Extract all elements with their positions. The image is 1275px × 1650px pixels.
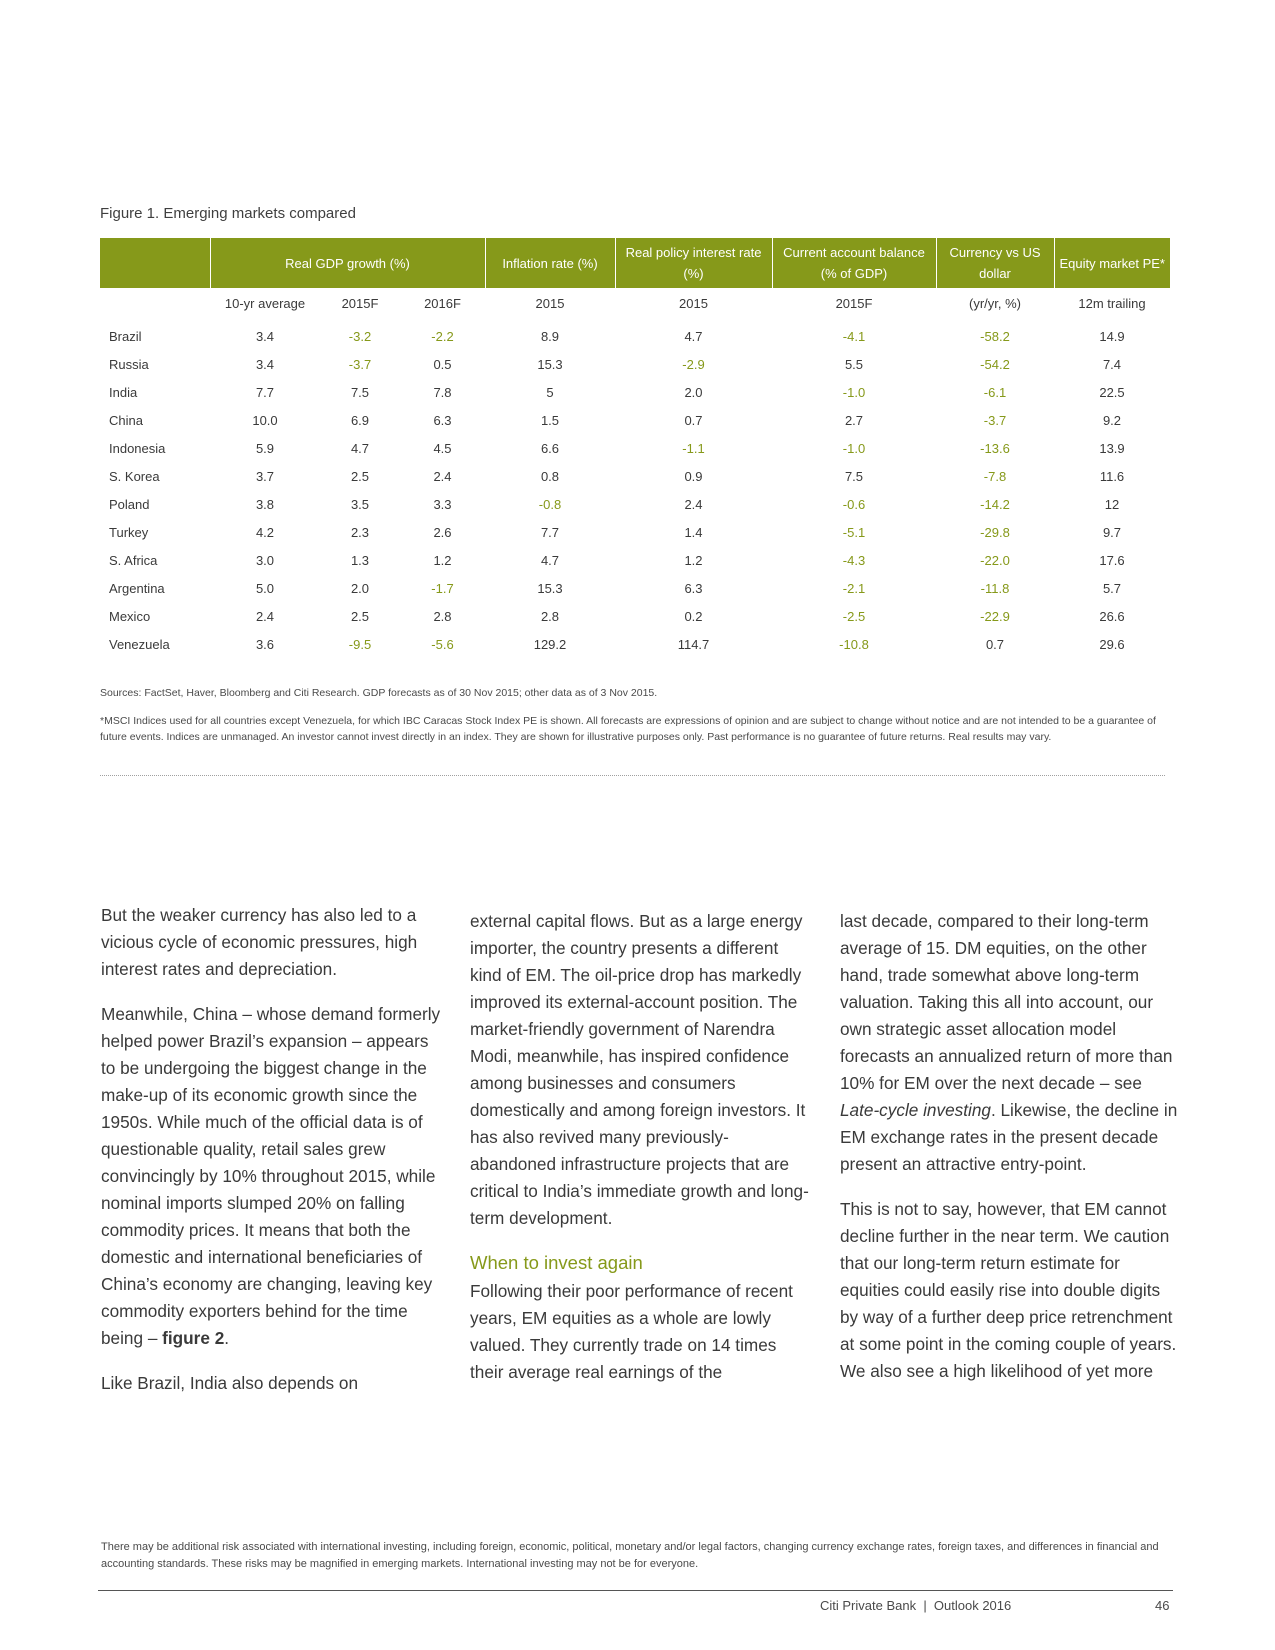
value-cell: -22.0 — [980, 552, 1010, 568]
footer-brand: Citi Private Bank | Outlook 2016 — [820, 1598, 1012, 1613]
subheader-cell: 2015F — [341, 295, 379, 311]
value-cell: 7.5 — [844, 468, 864, 484]
value-cell: -10.8 — [839, 636, 869, 652]
value-cell: 4.5 — [433, 440, 452, 456]
table-row — [100, 462, 1170, 490]
value-cell: -0.8 — [538, 496, 562, 512]
section-heading: When to invest again — [470, 1252, 643, 1273]
value-cell: 4.2 — [255, 524, 275, 540]
paragraph: external capital flows. But as a large energy importer, the country presents a different kind of EM. The oil-price drop has markedly improved its external-account position. The market-friendly government of Narendra Modi, meanwhile, has inspired confidence among businesses and consumers domestically and among foreign investors. It has also revived many previously-abandoned infrastructure projects that are critical to India’s immediate growth and long-term development. — [470, 911, 809, 1228]
subheader-cell: 10-yr average — [224, 295, 306, 311]
country-cell: India — [109, 384, 138, 400]
value-cell: 29.6 — [1099, 636, 1125, 652]
value-cell: 2.5 — [350, 608, 370, 624]
emerging-markets-table — [100, 238, 1170, 658]
value-cell: 14.9 — [1099, 328, 1125, 344]
value-cell: 6.3 — [684, 580, 703, 596]
table-row — [100, 350, 1170, 378]
value-cell: 2.4 — [433, 468, 452, 484]
value-cell: -1.0 — [842, 440, 866, 456]
value-cell: -1.0 — [842, 384, 866, 400]
value-cell: 5 — [546, 384, 554, 400]
value-cell: -4.1 — [842, 328, 866, 344]
value-cell: 6.3 — [433, 412, 452, 428]
subheader-cell: 2015 — [535, 295, 565, 311]
value-cell: 1.4 — [684, 524, 703, 540]
page-number: 46 — [1155, 1598, 1170, 1613]
value-cell: -2.9 — [682, 356, 705, 372]
country-cell: Indonesia — [109, 440, 166, 456]
value-cell: -54.2 — [980, 356, 1010, 372]
value-cell: -29.8 — [980, 524, 1010, 540]
risk-footnote: There may be additional risk associated with international investing, including foreign, economic, political, monetary and/or legal factors, changing currency exchange rates, foreign taxes, and differences in financial and accounting standards. These risks may be magnified in emerging markets. International investing may not be for everyone. — [101, 1541, 1159, 1570]
value-cell: 7.5 — [350, 384, 370, 400]
value-cell: 0.7 — [985, 636, 1005, 652]
value-cell: 2.5 — [350, 468, 370, 484]
table-row — [100, 490, 1170, 518]
value-cell: 129.2 — [533, 636, 567, 652]
value-cell: -2.5 — [842, 608, 866, 624]
column-group-header: Real GDP growth (%) — [210, 238, 485, 288]
value-cell: 2.3 — [350, 524, 370, 540]
value-cell: 2.4 — [255, 608, 275, 624]
figure-title: Figure 1. Emerging markets compared — [100, 205, 356, 222]
value-cell: 6.6 — [540, 440, 560, 456]
table-row — [100, 630, 1170, 658]
value-cell: -13.6 — [980, 440, 1010, 456]
value-cell: 0.8 — [540, 468, 560, 484]
value-cell: 2.7 — [844, 412, 864, 428]
subheader-cell: 2015 — [679, 295, 708, 311]
value-cell: 15.3 — [537, 356, 563, 372]
body-column-1 — [101, 902, 441, 1415]
value-cell: 3.4 — [255, 356, 275, 372]
subheader-cell: (yr/yr, %) — [969, 295, 1021, 311]
column-group-header: Currency vs US dollar — [936, 238, 1054, 288]
country-cell: Brazil — [109, 328, 142, 344]
value-cell: -2.1 — [842, 580, 866, 596]
column-group-header: Inflation rate (%) — [485, 238, 615, 288]
paragraph: This is not to say, however, that EM cannot decline further in the near term. We caution that our long-term return estimate for equities could easily rise into double digits by way of a further deep price retrenchment at some point in the coming couple of years. We also see a high likelihood of yet more — [840, 1199, 1177, 1381]
value-cell: -3.2 — [348, 328, 372, 344]
value-cell: 9.7 — [1102, 524, 1122, 540]
value-cell: 5.7 — [1102, 580, 1122, 596]
country-cell: Venezuela — [109, 636, 170, 652]
value-cell: 2.8 — [433, 608, 452, 624]
value-cell: 3.6 — [255, 636, 275, 652]
value-cell: -0.6 — [842, 496, 866, 512]
value-cell: -5.6 — [431, 636, 454, 652]
table-row — [100, 406, 1170, 434]
value-cell: 5.0 — [255, 580, 275, 596]
country-cell: Argentina — [109, 580, 165, 596]
paragraph — [840, 908, 1180, 1178]
value-cell: 1.2 — [684, 552, 703, 568]
paragraph-text: . Likewise, the decline in EM exchange rates in the present decade present an attractive entry-point. — [840, 1100, 1178, 1174]
value-cell: 5.9 — [255, 440, 275, 456]
late-cycle-investing-reference: Late-cycle investing — [840, 1100, 991, 1120]
body-column-3 — [840, 908, 1180, 1403]
country-cell: S. Korea — [109, 468, 160, 484]
value-cell: 13.9 — [1099, 440, 1125, 456]
table-row — [100, 602, 1170, 630]
table-row — [100, 518, 1170, 546]
value-cell: 3.5 — [350, 496, 370, 512]
paragraph: Following their poor performance of recent years, EM equities as a whole are lowly valued. They currently trade on 14 times their average real earnings of the — [470, 1281, 793, 1382]
column-group-header: Real policy interest rate (%) — [615, 238, 772, 288]
value-cell: -3.7 — [348, 356, 372, 372]
value-cell: -22.9 — [980, 608, 1010, 624]
table-row — [100, 434, 1170, 462]
country-cell: Russia — [109, 356, 149, 372]
country-cell: China — [109, 412, 143, 428]
value-cell: 10.0 — [252, 412, 278, 428]
value-cell: 2.6 — [433, 524, 452, 540]
country-cell: Mexico — [109, 608, 151, 624]
value-cell: 7.7 — [540, 524, 560, 540]
value-cell: 114.7 — [677, 636, 710, 652]
value-cell: 7.8 — [433, 384, 452, 400]
country-cell: S. Africa — [109, 552, 158, 568]
paragraph-text: Meanwhile, China – whose demand formerly helped power Brazil’s expansion – appears to be undergoing the biggest change in the make-up of its economic growth since the 1950s. While much of the official data is of questionable quality, retail sales grew convincingly by 10% throughout 2015, while nominal imports slumped 20% on falling commodity prices. It means that both the domestic and international beneficiaries of China’s economy are changing, leaving key commodity exporters behind for the time being – — [101, 1004, 441, 1348]
value-cell: -14.2 — [980, 496, 1010, 512]
paragraph-text: . — [224, 1328, 230, 1348]
value-cell: 2.4 — [684, 496, 703, 512]
value-cell: -5.1 — [842, 524, 866, 540]
column-group-header — [100, 238, 210, 288]
column-group-header: Equity market PE* — [1054, 238, 1170, 288]
country-cell: Poland — [109, 496, 150, 512]
value-cell: 1.3 — [350, 552, 370, 568]
paragraph: Like Brazil, India also depends on — [101, 1373, 359, 1393]
value-cell: 3.7 — [255, 468, 275, 484]
subheader-cell — [100, 288, 210, 318]
disclaimer-note: *MSCI Indices used for all countries except Venezuela, for which IBC Caracas Stock Index PE is shown. All forecasts are expressions of opinion and are subject to change without notice and are not intended to be a guarantee of future events. Indices are unmanaged. An investor cannot invest directly in an index. They are shown for illustrative purposes only. Past performance is no guarantee of future returns. Real results may vary. — [100, 715, 1156, 743]
sources-note: Sources: FactSet, Haver, Bloomberg and Citi Research. GDP forecasts as of 30 Nov 2015; other data as of 3 Nov 2015. — [100, 687, 658, 699]
subheader-cell: 2015F — [835, 295, 873, 311]
value-cell: 0.9 — [684, 468, 703, 484]
value-cell: -9.5 — [348, 636, 372, 652]
value-cell: -3.7 — [983, 412, 1007, 428]
value-cell: 6.9 — [350, 412, 370, 428]
value-cell: 4.7 — [684, 328, 703, 344]
value-cell: -1.7 — [431, 580, 454, 596]
value-cell: 4.7 — [350, 440, 370, 456]
column-group-header: Current account balance (% of GDP) — [772, 238, 936, 288]
body-column-2 — [470, 908, 810, 1404]
value-cell: 9.2 — [1102, 412, 1122, 428]
value-cell: 5.5 — [844, 356, 864, 372]
value-cell: 17.6 — [1099, 552, 1125, 568]
table-row — [100, 574, 1170, 602]
paragraph-text: last decade, compared to their long-term average of 15. DM equities, on the other hand, trade somewhat above long-term valuation. Taking this all into account, our own strategic asset allocation model forecasts an annualized return of more than 10% for EM over the next decade – see — [840, 911, 1173, 1093]
value-cell: 3.0 — [255, 552, 275, 568]
table-row — [100, 318, 1170, 350]
value-cell: 2.0 — [684, 384, 703, 400]
value-cell: 2.8 — [540, 608, 560, 624]
dotted-divider — [100, 775, 1165, 776]
value-cell: -4.3 — [842, 552, 866, 568]
figure-2-reference: figure 2 — [162, 1328, 225, 1348]
subheader-cell: 2016F — [424, 295, 461, 311]
paragraph: But the weaker currency has also led to a vicious cycle of economic pressures, high interest rates and depreciation. — [101, 905, 418, 979]
value-cell: -7.8 — [983, 468, 1007, 484]
value-cell: 3.8 — [255, 496, 275, 512]
value-cell: 2.0 — [350, 580, 370, 596]
table-subheader-row — [100, 288, 1170, 318]
value-cell: 3.4 — [255, 328, 275, 344]
value-cell: 11.6 — [1099, 468, 1125, 484]
value-cell: 1.2 — [433, 552, 452, 568]
value-cell: -58.2 — [980, 328, 1010, 344]
value-cell: 4.7 — [540, 552, 560, 568]
value-cell: 8.9 — [540, 328, 560, 344]
value-cell: 0.2 — [684, 608, 703, 624]
paragraph — [101, 1001, 441, 1352]
value-cell: 7.7 — [255, 384, 275, 400]
value-cell: 22.5 — [1099, 384, 1125, 400]
country-cell: Turkey — [109, 524, 149, 540]
footer-rule — [98, 1590, 1173, 1591]
value-cell: -6.1 — [983, 384, 1007, 400]
value-cell: 12 — [1104, 496, 1120, 512]
value-cell: 7.4 — [1102, 356, 1122, 372]
value-cell: 0.7 — [684, 412, 703, 428]
value-cell: 0.5 — [433, 356, 452, 372]
value-cell: -11.8 — [980, 580, 1010, 596]
table-header-row — [100, 238, 1170, 288]
subheader-cell: 12m trailing — [1078, 295, 1146, 311]
value-cell: -1.1 — [682, 440, 705, 456]
table-row — [100, 378, 1170, 406]
value-cell: 15.3 — [537, 580, 563, 596]
value-cell: 26.6 — [1099, 608, 1125, 624]
value-cell: 1.5 — [540, 412, 560, 428]
value-cell: -2.2 — [431, 328, 454, 344]
table-row — [100, 546, 1170, 574]
value-cell: 3.3 — [433, 496, 452, 512]
